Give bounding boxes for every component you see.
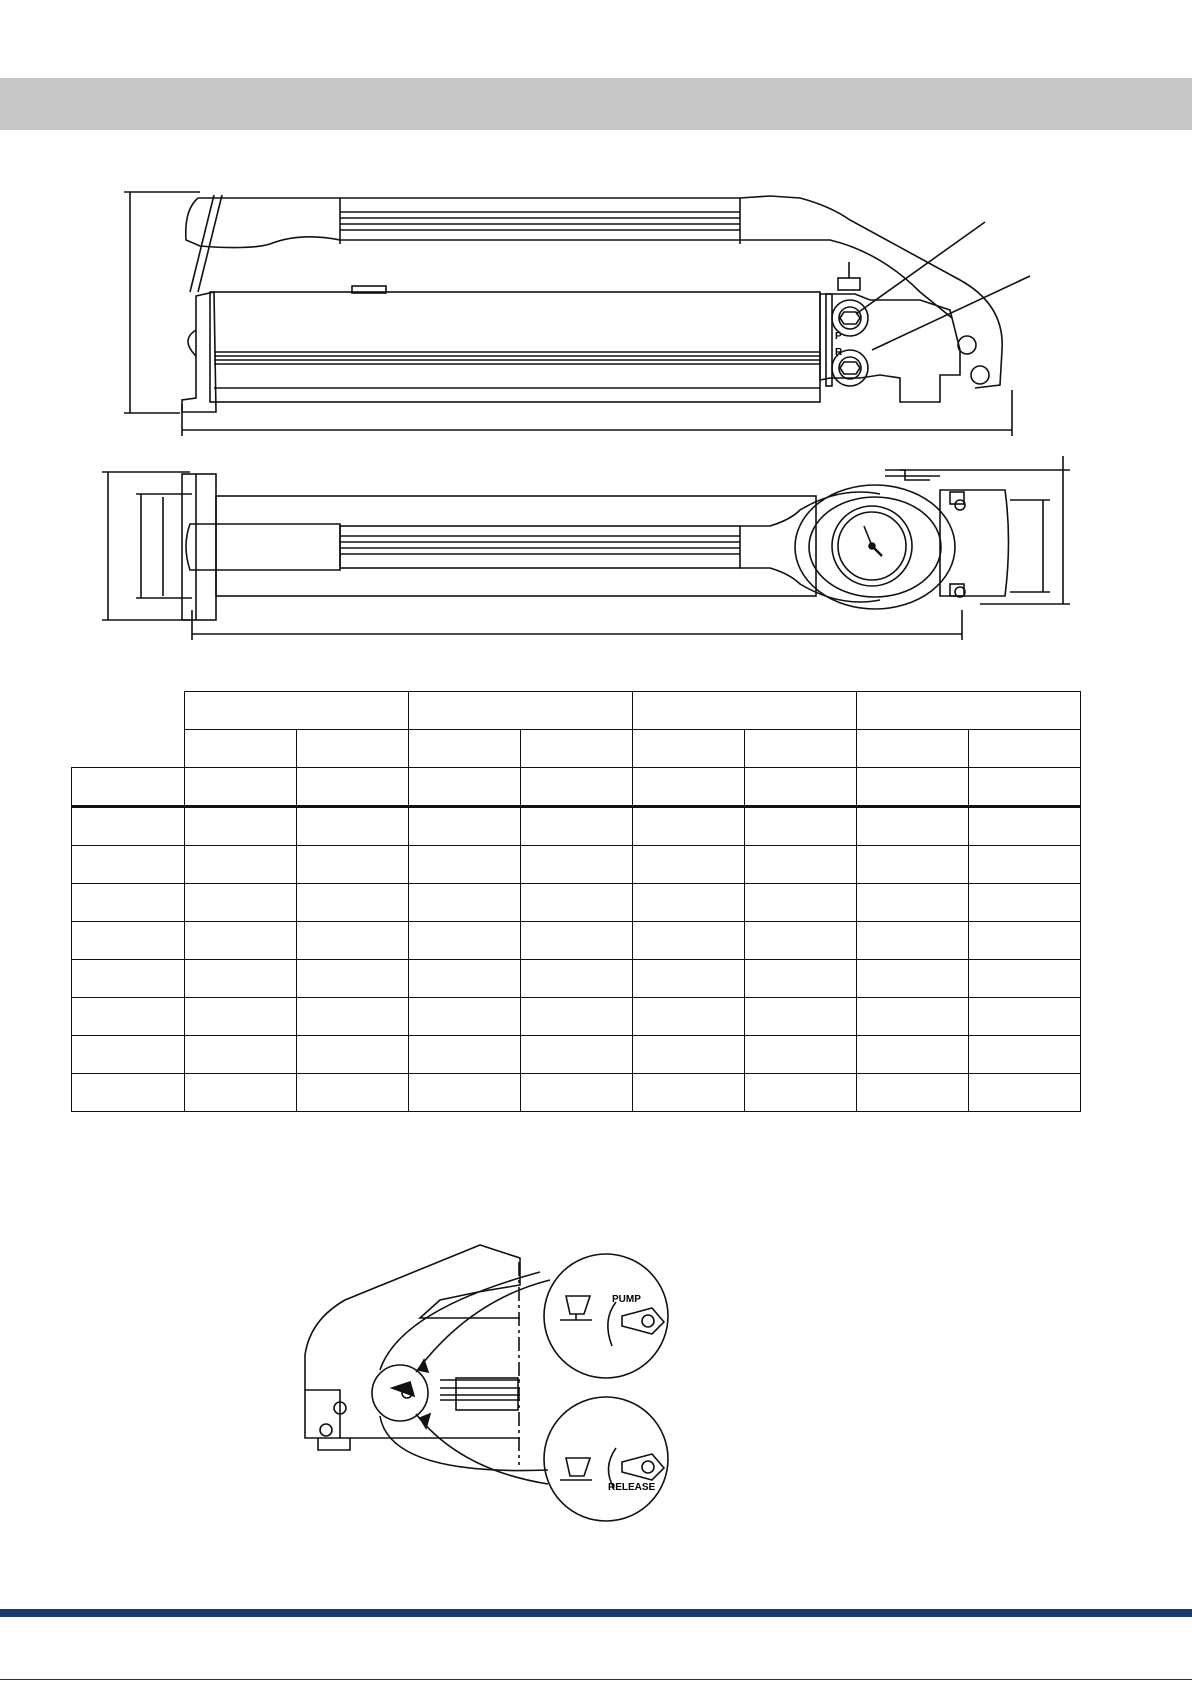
- table-sub-header: [745, 730, 857, 768]
- table-row-label: [72, 1074, 185, 1112]
- table-row-label: [72, 768, 185, 807]
- table-row: [72, 846, 1081, 884]
- table-row-label: [72, 807, 185, 846]
- table-cell: [521, 1036, 633, 1074]
- table-cell: [745, 1036, 857, 1074]
- table-cell: [745, 998, 857, 1036]
- valve-detail-figure: [305, 1245, 668, 1521]
- port-label-r: R: [835, 347, 843, 358]
- table-cell: [297, 884, 409, 922]
- table-cell: [633, 884, 745, 922]
- table-sub-header: [521, 730, 633, 768]
- pump-top-view: [102, 456, 1070, 640]
- table-cell: [409, 922, 521, 960]
- table-cell: [745, 960, 857, 998]
- table-cell: [633, 1074, 745, 1112]
- table-cell: [857, 960, 969, 998]
- table-cell: [409, 768, 521, 807]
- table-cell: [969, 807, 1081, 846]
- table-cell: [633, 998, 745, 1036]
- table-cell: [969, 846, 1081, 884]
- table-cell: [521, 998, 633, 1036]
- table-cell: [969, 922, 1081, 960]
- table-cell: [745, 1074, 857, 1112]
- table-cell: [857, 922, 969, 960]
- table-row: [72, 922, 1081, 960]
- table-cell: [521, 960, 633, 998]
- table-row-label: [72, 960, 185, 998]
- table-cell: [297, 846, 409, 884]
- release-label: RELEASE: [608, 1482, 656, 1493]
- table-cell: [969, 1074, 1081, 1112]
- table-cell: [297, 960, 409, 998]
- table-sub-header: [633, 730, 745, 768]
- table-cell: [633, 846, 745, 884]
- table-sub-header: [857, 730, 969, 768]
- table-cell: [185, 846, 297, 884]
- table-cell: [297, 998, 409, 1036]
- table-cell: [969, 998, 1081, 1036]
- table-cell: [297, 768, 409, 807]
- table-row: [72, 1074, 1081, 1112]
- table-row-label: [72, 884, 185, 922]
- footer-rule: [0, 1679, 1192, 1680]
- table-cell: [857, 998, 969, 1036]
- table-row-label: [72, 998, 185, 1036]
- table-cell: [969, 960, 1081, 998]
- table-row: [72, 807, 1081, 846]
- table-cell: [409, 960, 521, 998]
- table-cell: [745, 846, 857, 884]
- table-cell: [745, 768, 857, 807]
- table-cell: [745, 884, 857, 922]
- table-cell: [185, 807, 297, 846]
- table-sub-header: [969, 730, 1081, 768]
- table-cell: [745, 922, 857, 960]
- table-cell: [521, 807, 633, 846]
- table-row-label: [72, 922, 185, 960]
- table-cell: [969, 1036, 1081, 1074]
- table-cell: [521, 768, 633, 807]
- table-sub-header: [297, 730, 409, 768]
- table-cell: [857, 807, 969, 846]
- pump-side-view: [124, 192, 1030, 436]
- table-cell: [409, 807, 521, 846]
- table-sub-header: [185, 730, 297, 768]
- table-cell: [185, 1074, 297, 1112]
- table-row: [72, 1036, 1081, 1074]
- table-cell: [857, 768, 969, 807]
- table-sub-header: [409, 730, 521, 768]
- specification-table: [71, 691, 1081, 1112]
- table-cell: [521, 846, 633, 884]
- footer-band: [0, 1609, 1192, 1617]
- table-cell: [185, 960, 297, 998]
- table-cell: [521, 922, 633, 960]
- table-cell: [409, 1074, 521, 1112]
- table-cell: [521, 884, 633, 922]
- table-group-header: [409, 692, 633, 730]
- table-cell: [185, 998, 297, 1036]
- table-cell: [521, 1074, 633, 1112]
- table-cell: [409, 846, 521, 884]
- pump-label: PUMP: [612, 1294, 641, 1305]
- table-group-header: [185, 692, 409, 730]
- table-cell: [409, 998, 521, 1036]
- table-cell: [633, 768, 745, 807]
- table-cell: [633, 960, 745, 998]
- table-cell: [409, 884, 521, 922]
- table-cell: [969, 884, 1081, 922]
- table-cell: [633, 1036, 745, 1074]
- table-cell: [857, 1036, 969, 1074]
- table-cell: [185, 922, 297, 960]
- table-cell: [633, 922, 745, 960]
- table-cell: [633, 807, 745, 846]
- table-cell: [185, 1036, 297, 1074]
- table-group-header: [857, 692, 1081, 730]
- table-cell: [857, 884, 969, 922]
- table-cell: [857, 1074, 969, 1112]
- table-row: [72, 768, 1081, 807]
- table-cell: [969, 768, 1081, 807]
- table-sub-header-row: [72, 730, 1081, 768]
- table-group-header: [633, 692, 857, 730]
- table-cell: [185, 884, 297, 922]
- table-row: [72, 960, 1081, 998]
- table-cell: [297, 1074, 409, 1112]
- table-cell: [297, 922, 409, 960]
- table-row: [72, 884, 1081, 922]
- table-cell: [297, 807, 409, 846]
- port-label-p: P: [835, 331, 842, 342]
- table-cell: [857, 846, 969, 884]
- table-row: [72, 998, 1081, 1036]
- table-group-header-row: [72, 692, 1081, 730]
- table-row-label: [72, 846, 185, 884]
- table-cell: [745, 807, 857, 846]
- table-cell: [185, 768, 297, 807]
- table-row-label: [72, 1036, 185, 1074]
- table-cell: [297, 1036, 409, 1074]
- table-cell: [409, 1036, 521, 1074]
